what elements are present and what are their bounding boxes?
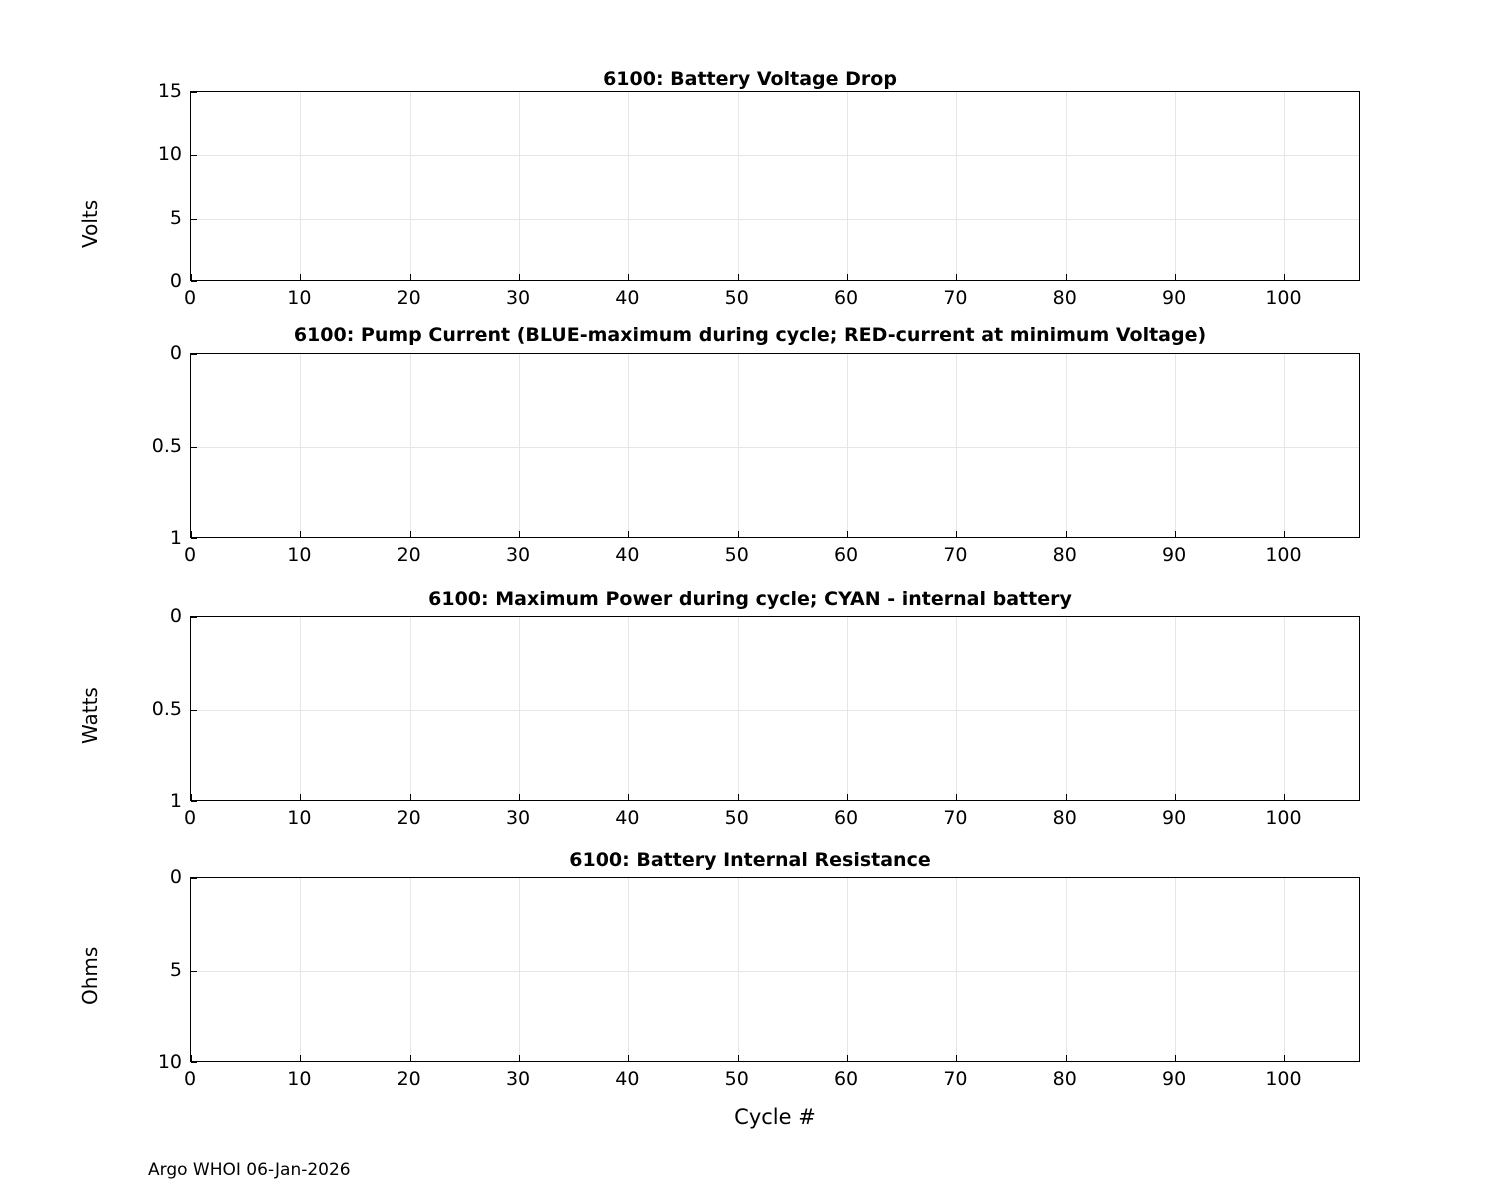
x-tick-label: 10 — [287, 807, 312, 829]
gridline-vertical — [628, 92, 629, 280]
y-axis-label-4: Ohms — [78, 946, 102, 1005]
x-tick-label: 60 — [833, 1068, 859, 1090]
gridline-vertical — [1284, 92, 1285, 280]
gridline-vertical — [956, 92, 957, 280]
x-tick-label: 80 — [1052, 1068, 1077, 1090]
x-tick-label: 60 — [833, 807, 859, 829]
y-tick-label: 5 — [169, 206, 182, 229]
x-axis-tick — [1066, 1055, 1067, 1061]
plot-area-3 — [190, 616, 1360, 801]
y-axis-tick — [191, 617, 197, 618]
gridline-vertical — [410, 92, 411, 280]
y-tick-label: 1 — [169, 527, 182, 549]
x-tick-label: 90 — [1162, 544, 1187, 566]
y-tick-label: 0.5 — [151, 434, 182, 457]
y-axis-tick — [191, 92, 197, 93]
panel-title-2: 6100: Pump Current (BLUE-maximum during cycle; RED-current at minimum Voltage) — [293, 324, 1207, 346]
gridline-vertical — [956, 617, 957, 800]
gridline-vertical — [1066, 617, 1067, 800]
gridline-vertical — [847, 354, 848, 537]
gridline-vertical — [1066, 92, 1067, 280]
gridline-vertical — [1066, 354, 1067, 537]
y-axis-label-1: Volts — [78, 199, 102, 248]
gridline-vertical — [519, 878, 520, 1061]
x-axis-tick — [191, 794, 192, 800]
y-axis-tick — [191, 971, 197, 972]
x-tick-label: 30 — [505, 287, 531, 309]
x-axis-tick — [628, 531, 629, 537]
x-axis-tick — [956, 794, 957, 800]
gridline-horizontal — [191, 971, 1359, 972]
panel-internal-resistance — [0, 833, 1500, 1129]
x-axis-tick — [519, 274, 520, 280]
x-axis-tick — [300, 531, 301, 537]
y-tick-label: 10 — [157, 143, 182, 166]
x-tick-label: 30 — [505, 1068, 531, 1090]
gridline-vertical — [1284, 354, 1285, 537]
x-tick-label: 10 — [287, 287, 312, 309]
plot-area-4 — [190, 877, 1360, 1062]
gridline-vertical — [847, 92, 848, 280]
y-tick-label: 0 — [169, 270, 182, 292]
x-axis-tick — [519, 1055, 520, 1061]
x-axis-tick — [519, 794, 520, 800]
x-tick-label: 50 — [724, 1068, 749, 1090]
gridline-vertical — [1175, 354, 1176, 537]
x-axis-tick — [1066, 794, 1067, 800]
x-axis-tick — [410, 274, 411, 280]
x-axis-tick — [628, 274, 629, 280]
x-axis-tick — [191, 531, 192, 537]
x-tick-label: 0 — [183, 807, 197, 829]
x-tick-label: 50 — [724, 287, 749, 309]
gridline-vertical — [300, 92, 301, 280]
y-axis-tick — [191, 281, 197, 282]
x-tick-label: 70 — [943, 287, 968, 309]
x-axis-tick — [410, 531, 411, 537]
x-tick-label: 80 — [1052, 544, 1077, 566]
x-tick-label: 10 — [287, 544, 312, 566]
x-axis-tick — [1175, 1055, 1176, 1061]
gridline-vertical — [300, 354, 301, 537]
x-tick-label: 100 — [1265, 544, 1302, 566]
x-tick-label: 30 — [505, 544, 531, 566]
panel-maximum-power — [0, 572, 1500, 827]
gridline-vertical — [628, 878, 629, 1061]
x-axis-tick — [1284, 531, 1285, 537]
x-tick-label: 40 — [615, 1068, 640, 1090]
x-tick-label: 100 — [1265, 287, 1302, 309]
x-tick-label: 100 — [1265, 1068, 1302, 1090]
gridline-vertical — [956, 878, 957, 1061]
x-axis-tick — [1284, 1055, 1285, 1061]
x-axis-tick — [956, 1055, 957, 1061]
x-axis-tick — [738, 274, 739, 280]
x-axis-tick — [628, 794, 629, 800]
y-axis-tick — [191, 354, 197, 355]
y-tick-label: 1 — [169, 790, 182, 812]
gridline-horizontal — [191, 155, 1359, 156]
footer-caption: Argo WHOI 06-Jan-2026 — [148, 1160, 351, 1180]
gridline-vertical — [410, 354, 411, 537]
x-axis-tick — [1175, 794, 1176, 800]
x-axis-tick — [300, 1055, 301, 1061]
x-axis-tick — [738, 531, 739, 537]
y-axis-tick — [191, 710, 197, 711]
x-axis-tick — [300, 794, 301, 800]
x-axis-tick — [1066, 531, 1067, 537]
gridline-vertical — [738, 354, 739, 537]
x-axis-tick — [300, 274, 301, 280]
gridline-vertical — [1175, 92, 1176, 280]
gridline-vertical — [956, 354, 957, 537]
gridline-horizontal — [191, 710, 1359, 711]
gridline-vertical — [738, 617, 739, 800]
x-tick-label: 90 — [1162, 1068, 1187, 1090]
y-axis-tick — [191, 447, 197, 448]
x-tick-label: 0 — [183, 544, 197, 566]
gridline-vertical — [628, 617, 629, 800]
x-tick-label: 10 — [287, 1068, 312, 1090]
gridline-horizontal — [191, 447, 1359, 448]
y-tick-label: 0 — [169, 866, 182, 888]
plot-area-2 — [190, 353, 1360, 538]
x-axis-tick — [628, 1055, 629, 1061]
plot-area-1 — [190, 91, 1360, 281]
x-axis-tick — [191, 1055, 192, 1061]
x-axis-tick — [1284, 794, 1285, 800]
x-tick-label: 40 — [615, 287, 640, 309]
x-tick-label: 20 — [396, 287, 421, 309]
gridline-vertical — [1284, 617, 1285, 800]
x-tick-label: 90 — [1162, 807, 1187, 829]
x-tick-label: 100 — [1265, 807, 1302, 829]
x-axis-tick — [847, 531, 848, 537]
gridline-vertical — [628, 354, 629, 537]
y-axis-tick — [191, 1062, 197, 1063]
x-tick-label: 70 — [943, 1068, 968, 1090]
gridline-vertical — [1175, 617, 1176, 800]
y-tick-label: 0 — [169, 342, 182, 364]
y-tick-label: 15 — [157, 80, 182, 102]
x-tick-label: 60 — [833, 287, 859, 309]
panel-title-4: 6100: Battery Internal Resistance — [569, 849, 931, 871]
gridline-vertical — [519, 354, 520, 537]
gridline-vertical — [300, 878, 301, 1061]
x-tick-label: 0 — [183, 1068, 197, 1090]
panel-battery-voltage-drop — [0, 58, 1500, 313]
y-tick-label: 0.5 — [151, 697, 182, 720]
gridline-vertical — [519, 617, 520, 800]
y-axis-label-3: Watts — [78, 687, 102, 744]
x-tick-label: 80 — [1052, 807, 1077, 829]
gridline-horizontal — [191, 219, 1359, 220]
x-tick-label: 20 — [396, 807, 421, 829]
y-axis-tick — [191, 219, 197, 220]
x-axis-tick — [1175, 274, 1176, 280]
panel-title-3: 6100: Maximum Power during cycle; CYAN - internal battery — [428, 588, 1072, 610]
gridline-vertical — [300, 617, 301, 800]
gridline-vertical — [738, 92, 739, 280]
x-axis-tick — [410, 794, 411, 800]
x-axis-tick — [1284, 274, 1285, 280]
y-axis-tick — [191, 878, 197, 879]
y-tick-label: 10 — [157, 1051, 182, 1073]
panel-pump-current — [0, 315, 1500, 570]
x-axis-tick — [847, 274, 848, 280]
x-axis-tick — [738, 1055, 739, 1061]
gridline-vertical — [1066, 878, 1067, 1061]
x-tick-label: 70 — [943, 544, 968, 566]
x-axis-label: Cycle # — [734, 1105, 816, 1129]
x-axis-tick — [1066, 274, 1067, 280]
x-tick-label: 30 — [505, 807, 531, 829]
x-tick-label: 50 — [724, 807, 749, 829]
x-axis-tick — [847, 794, 848, 800]
gridline-vertical — [519, 92, 520, 280]
x-tick-label: 80 — [1052, 287, 1077, 309]
y-tick-label: 0 — [169, 605, 182, 627]
gridline-vertical — [847, 878, 848, 1061]
gridline-vertical — [1284, 878, 1285, 1061]
gridline-vertical — [410, 878, 411, 1061]
x-tick-label: 0 — [183, 287, 197, 309]
x-axis-tick — [410, 1055, 411, 1061]
y-axis-tick — [191, 801, 197, 802]
gridline-vertical — [410, 617, 411, 800]
x-axis-tick — [956, 531, 957, 537]
y-tick-label: 5 — [169, 958, 182, 981]
gridline-vertical — [1175, 878, 1176, 1061]
x-axis-tick — [191, 274, 192, 280]
x-axis-tick — [956, 274, 957, 280]
x-axis-tick — [847, 1055, 848, 1061]
gridline-vertical — [738, 878, 739, 1061]
x-tick-label: 40 — [615, 544, 640, 566]
x-tick-label: 20 — [396, 544, 421, 566]
x-tick-label: 40 — [615, 807, 640, 829]
x-axis-tick — [738, 794, 739, 800]
x-tick-label: 70 — [943, 807, 968, 829]
x-tick-label: 50 — [724, 544, 749, 566]
x-axis-tick — [519, 531, 520, 537]
x-tick-label: 20 — [396, 1068, 421, 1090]
x-axis-tick — [1175, 531, 1176, 537]
gridline-vertical — [847, 617, 848, 800]
x-tick-label: 90 — [1162, 287, 1187, 309]
x-tick-label: 60 — [833, 544, 859, 566]
y-axis-tick — [191, 155, 197, 156]
y-axis-tick — [191, 538, 197, 539]
panel-title-1: 6100: Battery Voltage Drop — [603, 68, 897, 90]
